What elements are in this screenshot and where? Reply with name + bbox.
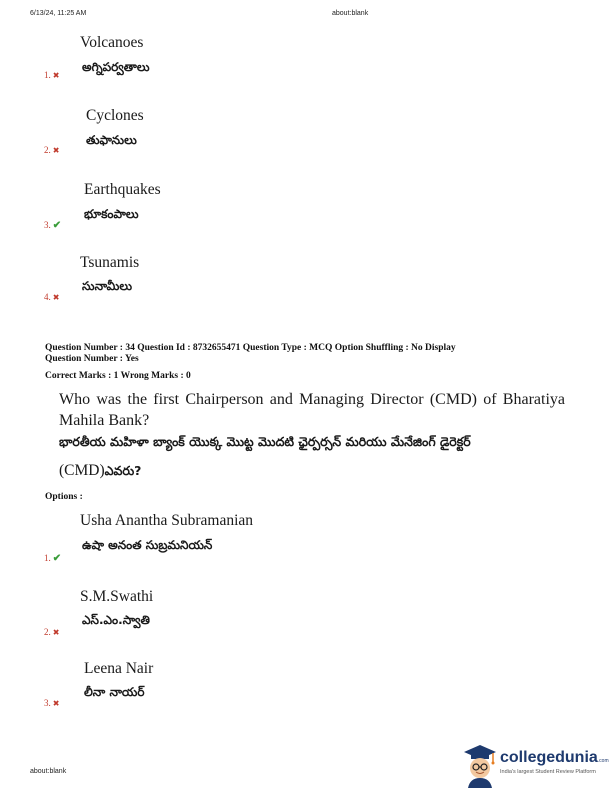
options-label: Options : — [45, 492, 83, 502]
option-number: 3. ✖ — [44, 698, 60, 708]
question-cmd-abbrev: (CMD) — [59, 462, 105, 479]
wrong-mark-icon: ✖ — [52, 628, 60, 637]
option-number: 4. ✖ — [44, 292, 60, 302]
brand-name-suffix: .com — [597, 758, 609, 764]
question-meta-line1: Question Number : 34 Question Id : 8732655471 Question Type : MCQ Option Shuffling : No Display — [45, 343, 456, 353]
question-meta-line2: Question Number : Yes — [45, 354, 139, 364]
option-english: Leena Nair — [84, 660, 154, 677]
print-datetime: 6/13/24, 11:25 AM — [30, 10, 87, 17]
option-number: 2. ✖ — [44, 145, 60, 155]
question-text-english: Who was the first Chairperson and Managing Director (CMD) of Bharatiya Mahila Bank? — [59, 391, 565, 429]
collegedunia-logo — [460, 740, 610, 792]
wrong-mark-icon: ✖ — [52, 293, 60, 302]
question-text-telugu: భారతీయ మహిళా బ్యాంక్ యొక్క మొట్ట మొదటి ఛైర్పర్సన్ మరియు మేనేజింగ్ డైరెక్టర్ — [59, 434, 471, 449]
question-telugu-suffix: ఎవరు? — [104, 463, 142, 478]
option-english: Earthquakes — [84, 181, 161, 198]
option-english: Cyclones — [86, 107, 144, 124]
option-telugu: సునామీలు — [82, 279, 133, 293]
option-telugu: అగ్నిపర్వతాలు — [82, 60, 150, 74]
option-telugu: ఎస్.ఎం.స్వాతి — [82, 613, 150, 627]
option-telugu: భూకంపాలు — [84, 207, 139, 221]
option-number: 3. ✔ — [44, 220, 62, 231]
print-url: about:blank — [332, 10, 369, 17]
option-telugu: ఉషా అనంత సుబ్రమనియన్ — [82, 538, 213, 552]
option-telugu: తుఫానులు — [86, 133, 137, 147]
option-number: 1. ✔ — [44, 553, 62, 564]
wrong-mark-icon: ✖ — [52, 71, 60, 80]
correct-mark-icon: ✔ — [52, 553, 62, 564]
graduate-mascot-icon — [460, 742, 498, 788]
option-english: Usha Anantha Subramanian — [80, 512, 254, 529]
option-english: S.M.Swathi — [80, 588, 154, 605]
brand-name: collegedunia.com — [500, 749, 609, 766]
question-text-telugu-line2 — [59, 462, 141, 482]
option-number: 2. ✖ — [44, 627, 60, 637]
option-number: 1. ✖ — [44, 70, 60, 80]
correct-mark-icon: ✔ — [52, 220, 62, 231]
question-marks: Correct Marks : 1 Wrong Marks : 0 — [45, 371, 191, 381]
wrong-mark-icon: ✖ — [52, 146, 60, 155]
print-footer-url: about:blank — [30, 768, 67, 775]
option-english: Volcanoes — [80, 34, 144, 51]
option-english: Tsunamis — [80, 254, 140, 271]
option-telugu: లీనా నాయర్ — [84, 685, 145, 699]
brand-tagline: India's largest Student Review Platform — [500, 769, 596, 775]
wrong-mark-icon: ✖ — [52, 699, 60, 708]
print-header — [30, 10, 582, 22]
